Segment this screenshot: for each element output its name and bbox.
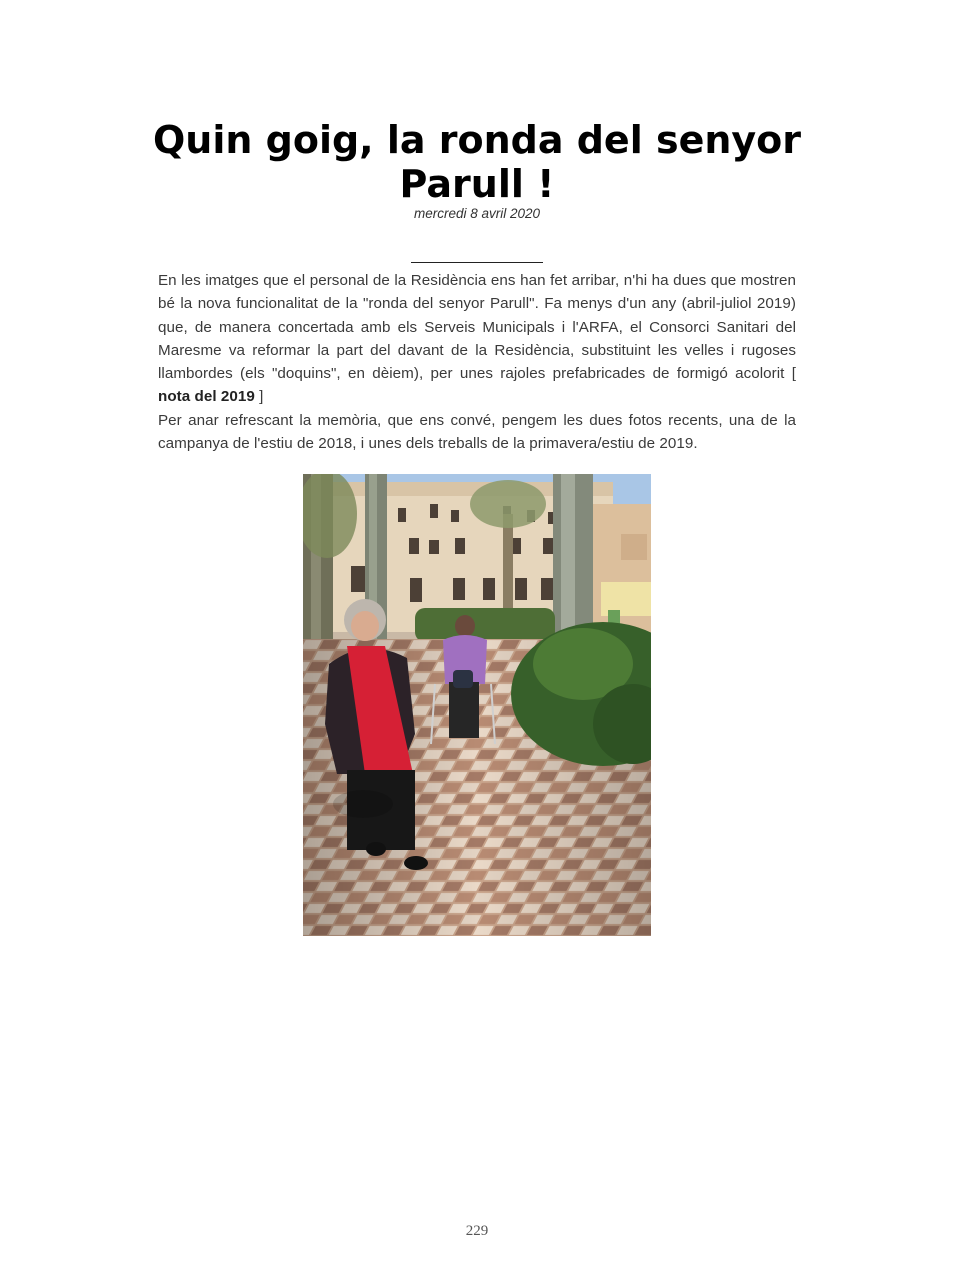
- residence-photo: [303, 474, 651, 936]
- page-number: 229: [465, 1223, 489, 1239]
- title-divider: [411, 262, 543, 263]
- article-body: [158, 269, 796, 455]
- paragraph-1: [158, 269, 796, 409]
- note-2019-link[interactable]: nota del 2019: [158, 388, 255, 406]
- page-title: Quin goig, la ronda del senyor Parull !: [152, 118, 802, 206]
- publish-date: mercredi 8 avril 2020: [413, 206, 541, 221]
- paragraph-1-close: ]: [254, 388, 264, 406]
- paragraph-1-text: En les imatges que el personal de la Residència ens han fet arribar, n'hi ha dues que mostren bé la nova funcionalitat de la "ronda del senyor Parull". Fa menys d'un any (abril-juliol 2019) que, de manera concertada amb els Serveis Municipals i l'ARFA, el Consorci Sanitari del Maresme va reformar la part del davant de la Residència, substituint les velles i rugoses llambordes (els "doquins", en dèiem), per unes rajoles prefabricades de formigó acolorit [: [158, 272, 796, 383]
- paragraph-2: Per anar refrescant la memòria, que ens convé, pengem les dues fotos recents, una de la campanya de l'estiu de 2018, i unes dels treballs de la primavera/estiu de 2019.: [158, 411, 796, 453]
